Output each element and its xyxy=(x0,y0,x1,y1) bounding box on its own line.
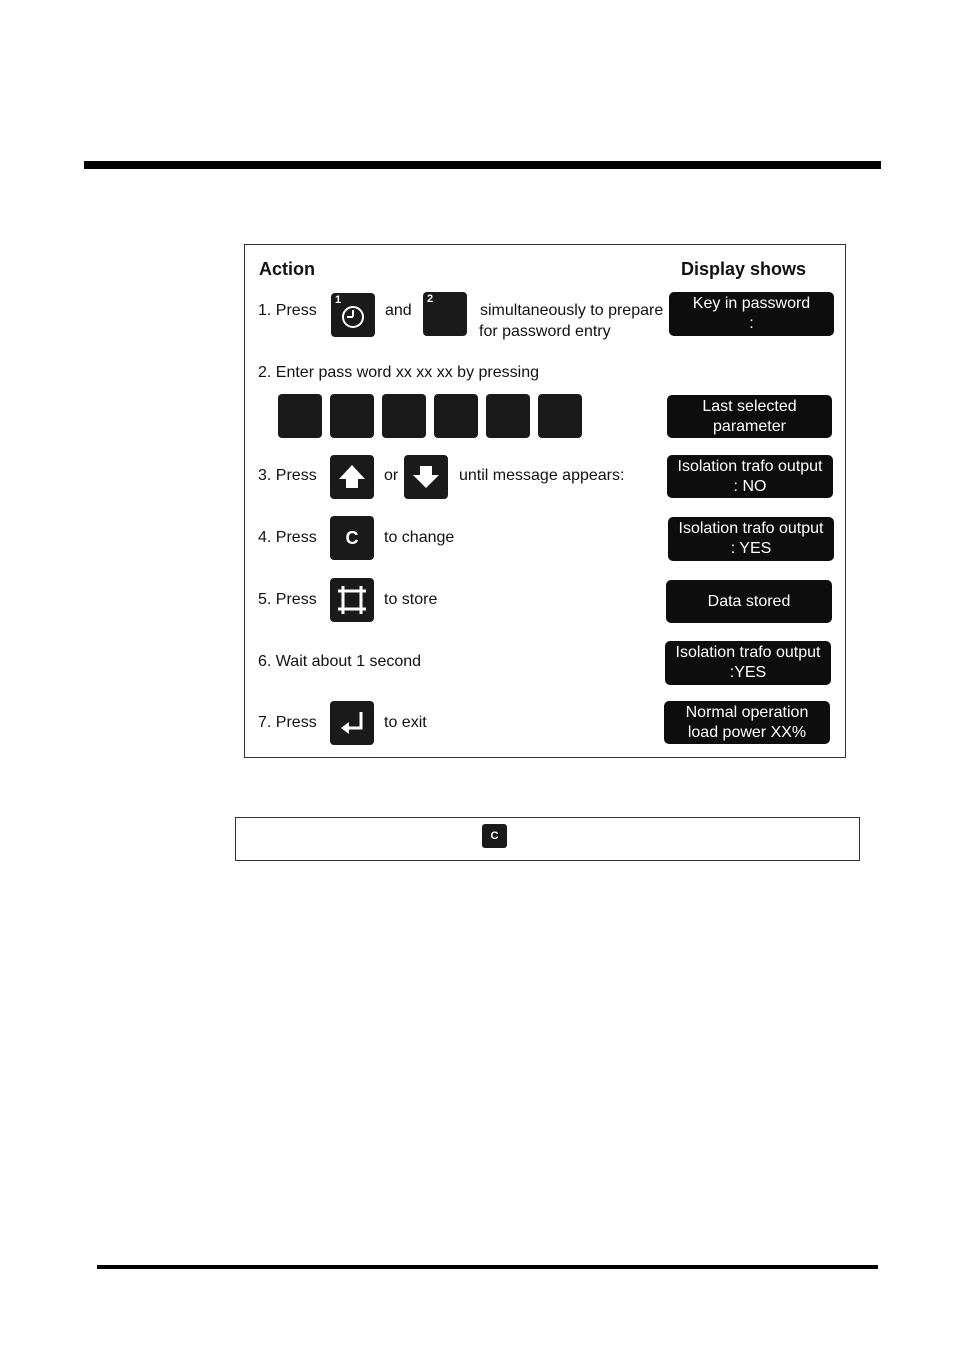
display-step-7-line2: load power XX% xyxy=(687,723,807,741)
step-3-text: until message appears: xyxy=(459,467,625,484)
password-key-6[interactable] xyxy=(538,394,582,438)
step-3-label: 3. Press xyxy=(258,467,317,484)
note-c-key: C xyxy=(482,824,507,848)
display-step-4-line2: : YES xyxy=(730,540,772,557)
up-arrow-button[interactable] xyxy=(330,455,374,499)
step-7-label: 7. Press xyxy=(258,714,317,731)
password-key-2[interactable] xyxy=(330,394,374,438)
frame-icon xyxy=(330,578,374,622)
password-key-5[interactable] xyxy=(486,394,530,438)
password-key-4[interactable] xyxy=(434,394,478,438)
step-4-text: to change xyxy=(384,529,455,546)
display-step-2-line1: Last selected xyxy=(702,397,797,415)
password-key-1[interactable] xyxy=(278,394,322,438)
display-step-2 xyxy=(667,395,832,438)
step-1-text-line2: for password entry xyxy=(479,323,611,340)
display-step-1-line1: Key in password xyxy=(692,295,811,312)
display-step-6 xyxy=(665,641,831,685)
step-6-label: 6. Wait about 1 second xyxy=(258,653,422,670)
display-header: Display shows xyxy=(681,259,807,279)
display-step-6-line2: :YES xyxy=(729,664,767,681)
procedure-panel xyxy=(244,244,846,758)
display-step-4 xyxy=(668,517,834,561)
step-1-and: and xyxy=(385,302,412,319)
display-step-7-line1: Normal operation xyxy=(685,703,809,721)
step-7-text: to exit xyxy=(384,714,427,731)
display-step-1-line2: : xyxy=(749,315,754,332)
note-box xyxy=(235,817,860,861)
key-1-button[interactable] xyxy=(331,293,375,337)
down-arrow-button[interactable] xyxy=(404,455,448,499)
display-step-4-line1: Isolation trafo output xyxy=(678,520,824,537)
change-c-button[interactable] xyxy=(330,516,374,560)
bottom-rule xyxy=(97,1265,878,1269)
display-step-5-line1: Data stored xyxy=(707,592,791,610)
step-1-text-line1: simultaneously to prepare xyxy=(480,302,664,319)
step-3-or: or xyxy=(384,467,399,484)
display-step-5 xyxy=(666,580,832,623)
clock-icon xyxy=(331,293,375,337)
display-step-6-line1: Isolation trafo output xyxy=(675,644,821,661)
key-2-button[interactable] xyxy=(423,292,467,336)
display-step-3-line2: : NO xyxy=(733,477,767,495)
step-5-text: to store xyxy=(384,591,438,608)
step-5-label: 5. Press xyxy=(258,591,317,608)
display-step-1 xyxy=(669,292,834,336)
display-step-3 xyxy=(667,455,833,498)
step-2-label: 2. Enter pass word xx xx xx by pressing xyxy=(258,364,539,381)
display-step-7 xyxy=(664,701,830,744)
display-step-3-line1: Isolation trafo output xyxy=(677,457,823,475)
enter-return-icon xyxy=(330,701,374,745)
enter-exit-button[interactable] xyxy=(330,701,374,745)
key-2-number: 2 xyxy=(427,293,434,305)
action-header: Action xyxy=(259,259,315,279)
display-step-2-line2: parameter xyxy=(713,417,786,435)
step-4-label: 4. Press xyxy=(258,529,317,546)
c-key-letter: C xyxy=(345,527,359,548)
password-key-3[interactable] xyxy=(382,394,426,438)
arrow-down-icon xyxy=(404,455,448,499)
store-button[interactable] xyxy=(330,578,374,622)
top-rule xyxy=(84,161,881,169)
step-1-label: 1. Press xyxy=(258,302,317,319)
key-1-number: 1 xyxy=(335,294,342,306)
arrow-up-icon xyxy=(330,455,374,499)
